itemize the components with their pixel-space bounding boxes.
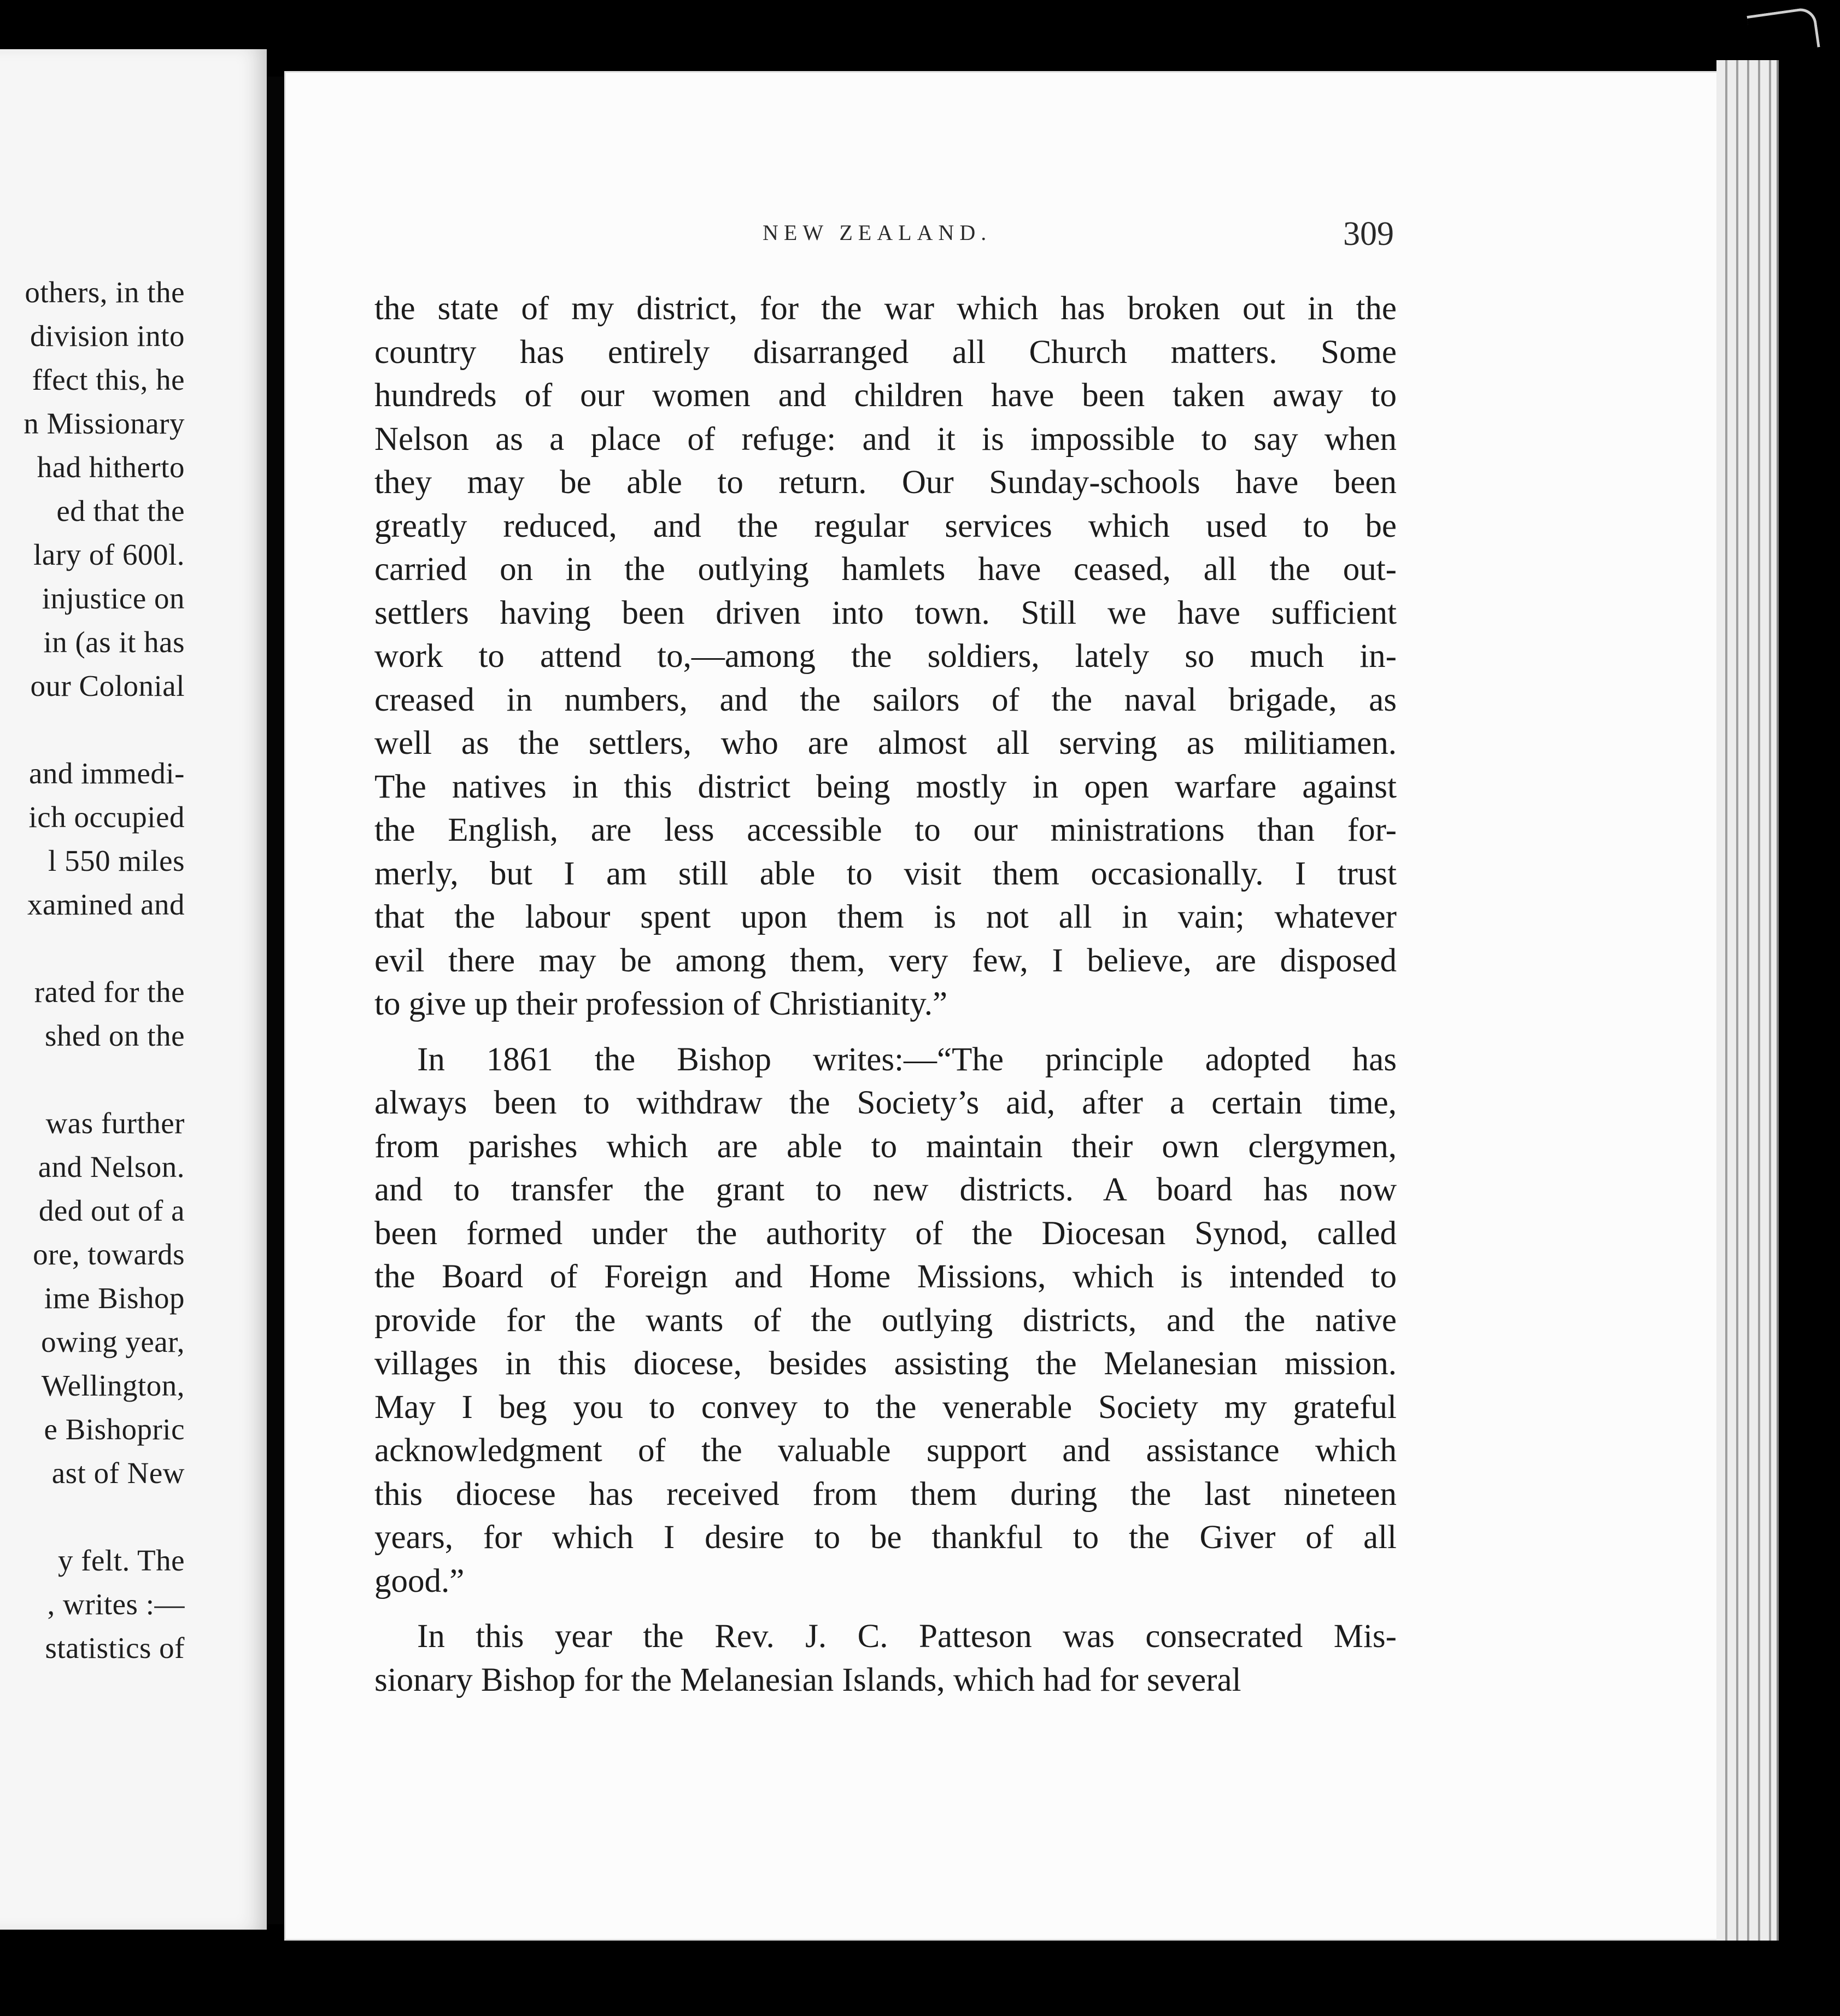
left-page-line: injustice on — [42, 582, 185, 615]
main-text — [374, 287, 1397, 1702]
text-line: they may be able to return. Our Sunday-schools have been — [374, 464, 1397, 501]
text-line: this diocese has received from them during the last nineteen — [374, 1475, 1397, 1513]
left-page-line: was further — [45, 1106, 185, 1140]
left-facing-page — [0, 49, 267, 1930]
left-page-line: xamined and — [27, 888, 185, 921]
text-line: In 1861 the Bishop writes:—“The principle adopted has — [417, 1041, 1397, 1078]
text-line: creased in numbers, and the sailors of the naval brigade, as — [374, 681, 1397, 718]
text-line: the English, are less accessible to our ministrations than for- — [374, 812, 1397, 848]
left-page-line: others, in the — [25, 276, 185, 309]
text-line: settlers having been driven into town. Still we have sufficient — [374, 594, 1397, 631]
text-line: the state of my district, for the war which has broken out in the — [374, 290, 1397, 327]
left-page-line: rated for the — [34, 975, 185, 1009]
text-line: In this year the Rev. J. C. Patteson was consecrated Mis- — [417, 1618, 1397, 1655]
left-page-line: ded out of a — [38, 1194, 185, 1227]
left-page-line: ime Bishop — [44, 1281, 185, 1315]
text-line: provide for the wants of the outlying districts, and the native — [374, 1302, 1397, 1339]
text-line: May I beg you to convey to the venerable Society my grateful — [374, 1388, 1397, 1426]
text-line: from parishes which are able to maintain their own clergymen, — [374, 1128, 1397, 1165]
left-page-line: ich occupied — [28, 800, 185, 834]
text-line: been formed under the authority of the Diocesan Synod, called — [374, 1215, 1397, 1252]
left-page-line: had hitherto — [37, 450, 185, 484]
text-line: well as the settlers, who are almost all serving as militiamen. — [374, 725, 1397, 761]
left-page-line: division into — [30, 319, 185, 353]
text-line: greatly reduced, and the regular services which used to be — [374, 507, 1397, 544]
text-line: good.” — [374, 1562, 465, 1599]
page-edges — [1716, 60, 1779, 1941]
text-line: the Board of Foreign and Home Missions, which is intended to — [374, 1258, 1397, 1295]
text-line: merly, but I am still able to visit them occasionally. I trust — [374, 855, 1397, 892]
text-line: and to transfer the grant to new districts. A board has now — [374, 1171, 1397, 1208]
left-page-line: statistics of — [45, 1631, 185, 1665]
text-line: years, for which I desire to be thankful to the Giver of all — [374, 1519, 1397, 1556]
left-page-line: in (as it has — [43, 625, 185, 659]
text-line: acknowledgment of the valuable support and assistance which — [374, 1432, 1397, 1469]
left-page-line: shed on the — [44, 1019, 185, 1052]
left-page-line: , writes :— — [47, 1587, 185, 1621]
paragraph-gap — [374, 1603, 1397, 1615]
left-page-line: our Colonial — [30, 669, 185, 702]
corner-mark — [1747, 7, 1820, 57]
text-line: hundreds of our women and children have been taken away to — [374, 377, 1397, 414]
text-line: Nelson as a place of refuge: and it is impossible to say when — [374, 420, 1397, 458]
left-page-line: ore, towards — [33, 1238, 185, 1271]
page-number: 309 — [1343, 215, 1394, 253]
text-line: work to attend to,—among the soldiers, lately so much in- — [374, 638, 1397, 675]
text-line: country has entirely disarranged all Church matters. Some — [374, 333, 1397, 371]
left-page-line: e Bishopric — [44, 1413, 185, 1446]
left-page-line: ast of New — [51, 1456, 185, 1490]
left-page-line: ed that the — [56, 494, 185, 528]
left-page-line: ffect this, he — [32, 363, 185, 396]
text-line: evil there may be among them, very few, I believe, are disposed — [374, 942, 1397, 979]
paragraph — [374, 287, 1397, 1026]
left-page-line: and Nelson. — [38, 1150, 185, 1183]
left-page-line: y felt. The — [57, 1544, 185, 1577]
paragraph — [374, 1038, 1397, 1603]
left-page-line: and immedi- — [28, 757, 185, 790]
text-line: always been to withdraw the Society’s aid, after a certain time, — [374, 1085, 1397, 1121]
left-page-line: l 550 miles — [48, 844, 185, 877]
paragraph-gap — [374, 1026, 1397, 1038]
text-line: that the labour spent upon them is not all in vain; whatever — [374, 899, 1397, 935]
text-line: villages in this diocese, besides assisting the Melanesian mission. — [374, 1345, 1397, 1382]
left-page-line: Wellington, — [41, 1369, 185, 1402]
running-head: NEW ZEALAND. — [763, 220, 992, 245]
left-page-line: lary of 600l. — [33, 538, 185, 571]
left-page-line: n Missionary — [24, 407, 185, 440]
paragraph — [374, 1615, 1397, 1702]
text-line: The natives in this district being mostly in open warfare against — [374, 768, 1397, 805]
text-line: to give up their profession of Christianity.” — [374, 986, 948, 1022]
text-line: sionary Bishop for the Melanesian Islands, which had for several — [374, 1661, 1241, 1698]
left-page-line: owing year, — [41, 1325, 185, 1358]
text-line: carried on in the outlying hamlets have ceased, all the out- — [374, 551, 1397, 588]
